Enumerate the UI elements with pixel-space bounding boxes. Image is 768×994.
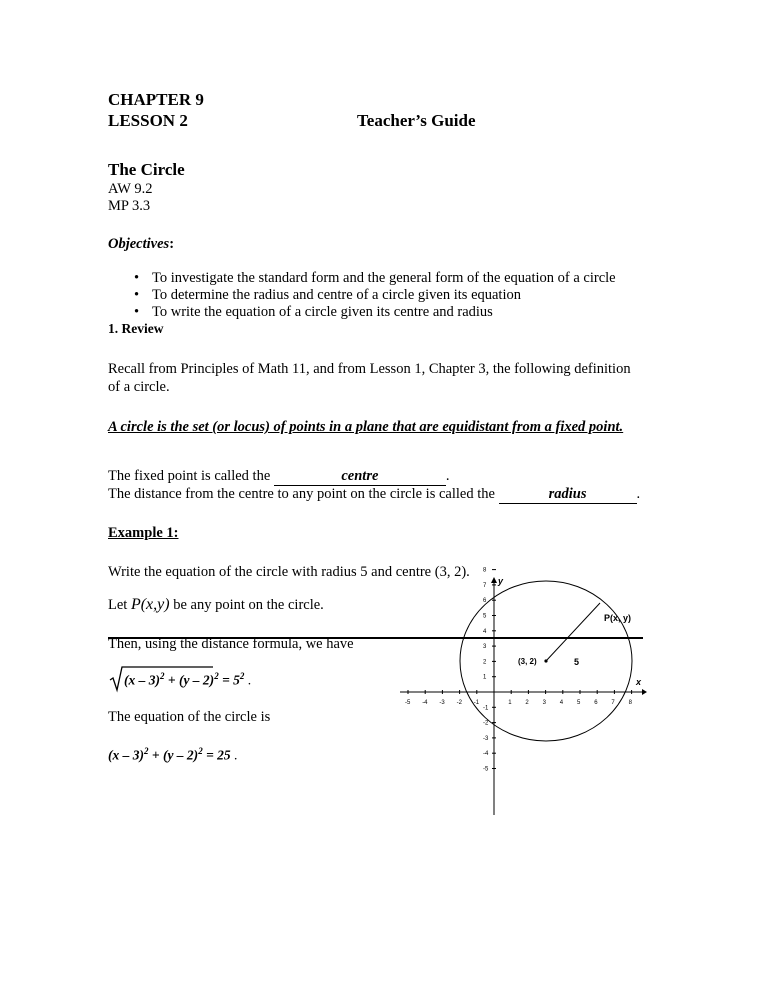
review-intro-line2: of a circle.	[108, 379, 170, 395]
axis-ticks	[405, 568, 633, 773]
guide-heading: Teacher’s Guide	[357, 111, 476, 130]
x-tick-label: -3	[439, 700, 445, 706]
x-tick-label: 7	[611, 700, 615, 706]
x-tick-label: 5	[577, 700, 581, 706]
objective-item: • To write the equation of a circle given its centre and radius	[134, 304, 493, 320]
y-tick-label: -1	[483, 705, 489, 712]
x-tick-label: 2	[525, 700, 529, 706]
ref-mp: MP 3.3	[108, 198, 151, 214]
y-tick-label: 7	[483, 582, 487, 589]
y-tick-label: 8	[483, 567, 487, 574]
x-tick-label: -2	[456, 700, 462, 706]
x-tick-label: -1	[473, 700, 480, 706]
y-tick-label: 2	[483, 659, 487, 666]
review-intro-line1: Recall from Principles of Math 11, and from Lesson 1, Chapter 3, the following definition	[108, 361, 631, 377]
centre-answer: centre	[274, 468, 446, 486]
point-label: P(x, y)	[604, 613, 632, 623]
x-axis-label: x	[636, 677, 642, 687]
example-heading: Example 1:	[108, 525, 179, 541]
ref-aw: AW 9.2	[108, 181, 153, 197]
x-tick-label: -5	[405, 700, 411, 706]
y-tick-label: 4	[483, 628, 487, 635]
fixed-point-line: The fixed point is called the centre .	[108, 468, 450, 484]
objectives-label: Objectives:	[108, 236, 175, 252]
equation-text: The equation of the circle is	[108, 709, 271, 725]
final-equation: (x – 3)$^2$ + (y – 2)$^2$ = 25 .	[108, 746, 238, 763]
y-tick-label: -5	[483, 766, 489, 773]
x-tick-label: 4	[559, 700, 564, 706]
circle-graph	[395, 567, 655, 820]
y-tick-label: 6	[483, 598, 487, 605]
objective-item: • To investigate the standard form and the general form of the equation of a circle	[134, 270, 616, 286]
review-heading: 1. Review	[108, 321, 164, 336]
y-tick-label: 5	[483, 613, 487, 620]
distance-formula-text: Then, using the distance formula, we have	[108, 636, 354, 652]
example-prompt: Write the equation of the circle with radius 5 and centre (3, 2).	[108, 564, 470, 580]
let-statement: Let P(x,y) be any point on the circle.	[108, 596, 324, 613]
radius-answer: radius	[499, 486, 637, 504]
radius-segment	[546, 603, 600, 661]
objective-item: • To determine the radius and centre of a circle given its equation	[134, 287, 521, 303]
y-tick-label: -3	[483, 735, 489, 742]
y-tick-label: 1	[483, 674, 487, 681]
x-axis-arrow	[642, 689, 647, 695]
lesson-heading: LESSON 2	[108, 111, 188, 130]
y-tick-label: 3	[483, 644, 487, 651]
y-axis-arrow	[491, 577, 497, 583]
circle-definition: A circle is the set (or locus) of points in a plane that are equidistant from a fixed point.	[108, 419, 624, 435]
distance-line: The distance from the centre to any point on the circle is called the radius .	[108, 486, 641, 502]
radius-label: 5	[574, 657, 580, 667]
y-tick-label: -2	[483, 720, 489, 727]
centre-point	[544, 659, 547, 662]
objectives-list	[134, 270, 616, 321]
x-tick-label: 3	[542, 700, 546, 706]
y-tick-label: -4	[483, 751, 489, 758]
distance-equation: $(x - 3)^2 + (y - 2)^2 = 5^2$ .	[108, 664, 288, 694]
x-tick-label: -4	[422, 700, 428, 706]
x-tick-label: 6	[594, 700, 598, 706]
chapter-heading: CHAPTER 9	[108, 90, 204, 109]
y-axis-label: y	[498, 576, 504, 586]
x-tick-label: 1	[508, 700, 512, 706]
x-tick-label: 8	[628, 700, 632, 706]
centre-label: (3, 2)	[518, 657, 537, 666]
page-title: The Circle	[108, 160, 185, 179]
